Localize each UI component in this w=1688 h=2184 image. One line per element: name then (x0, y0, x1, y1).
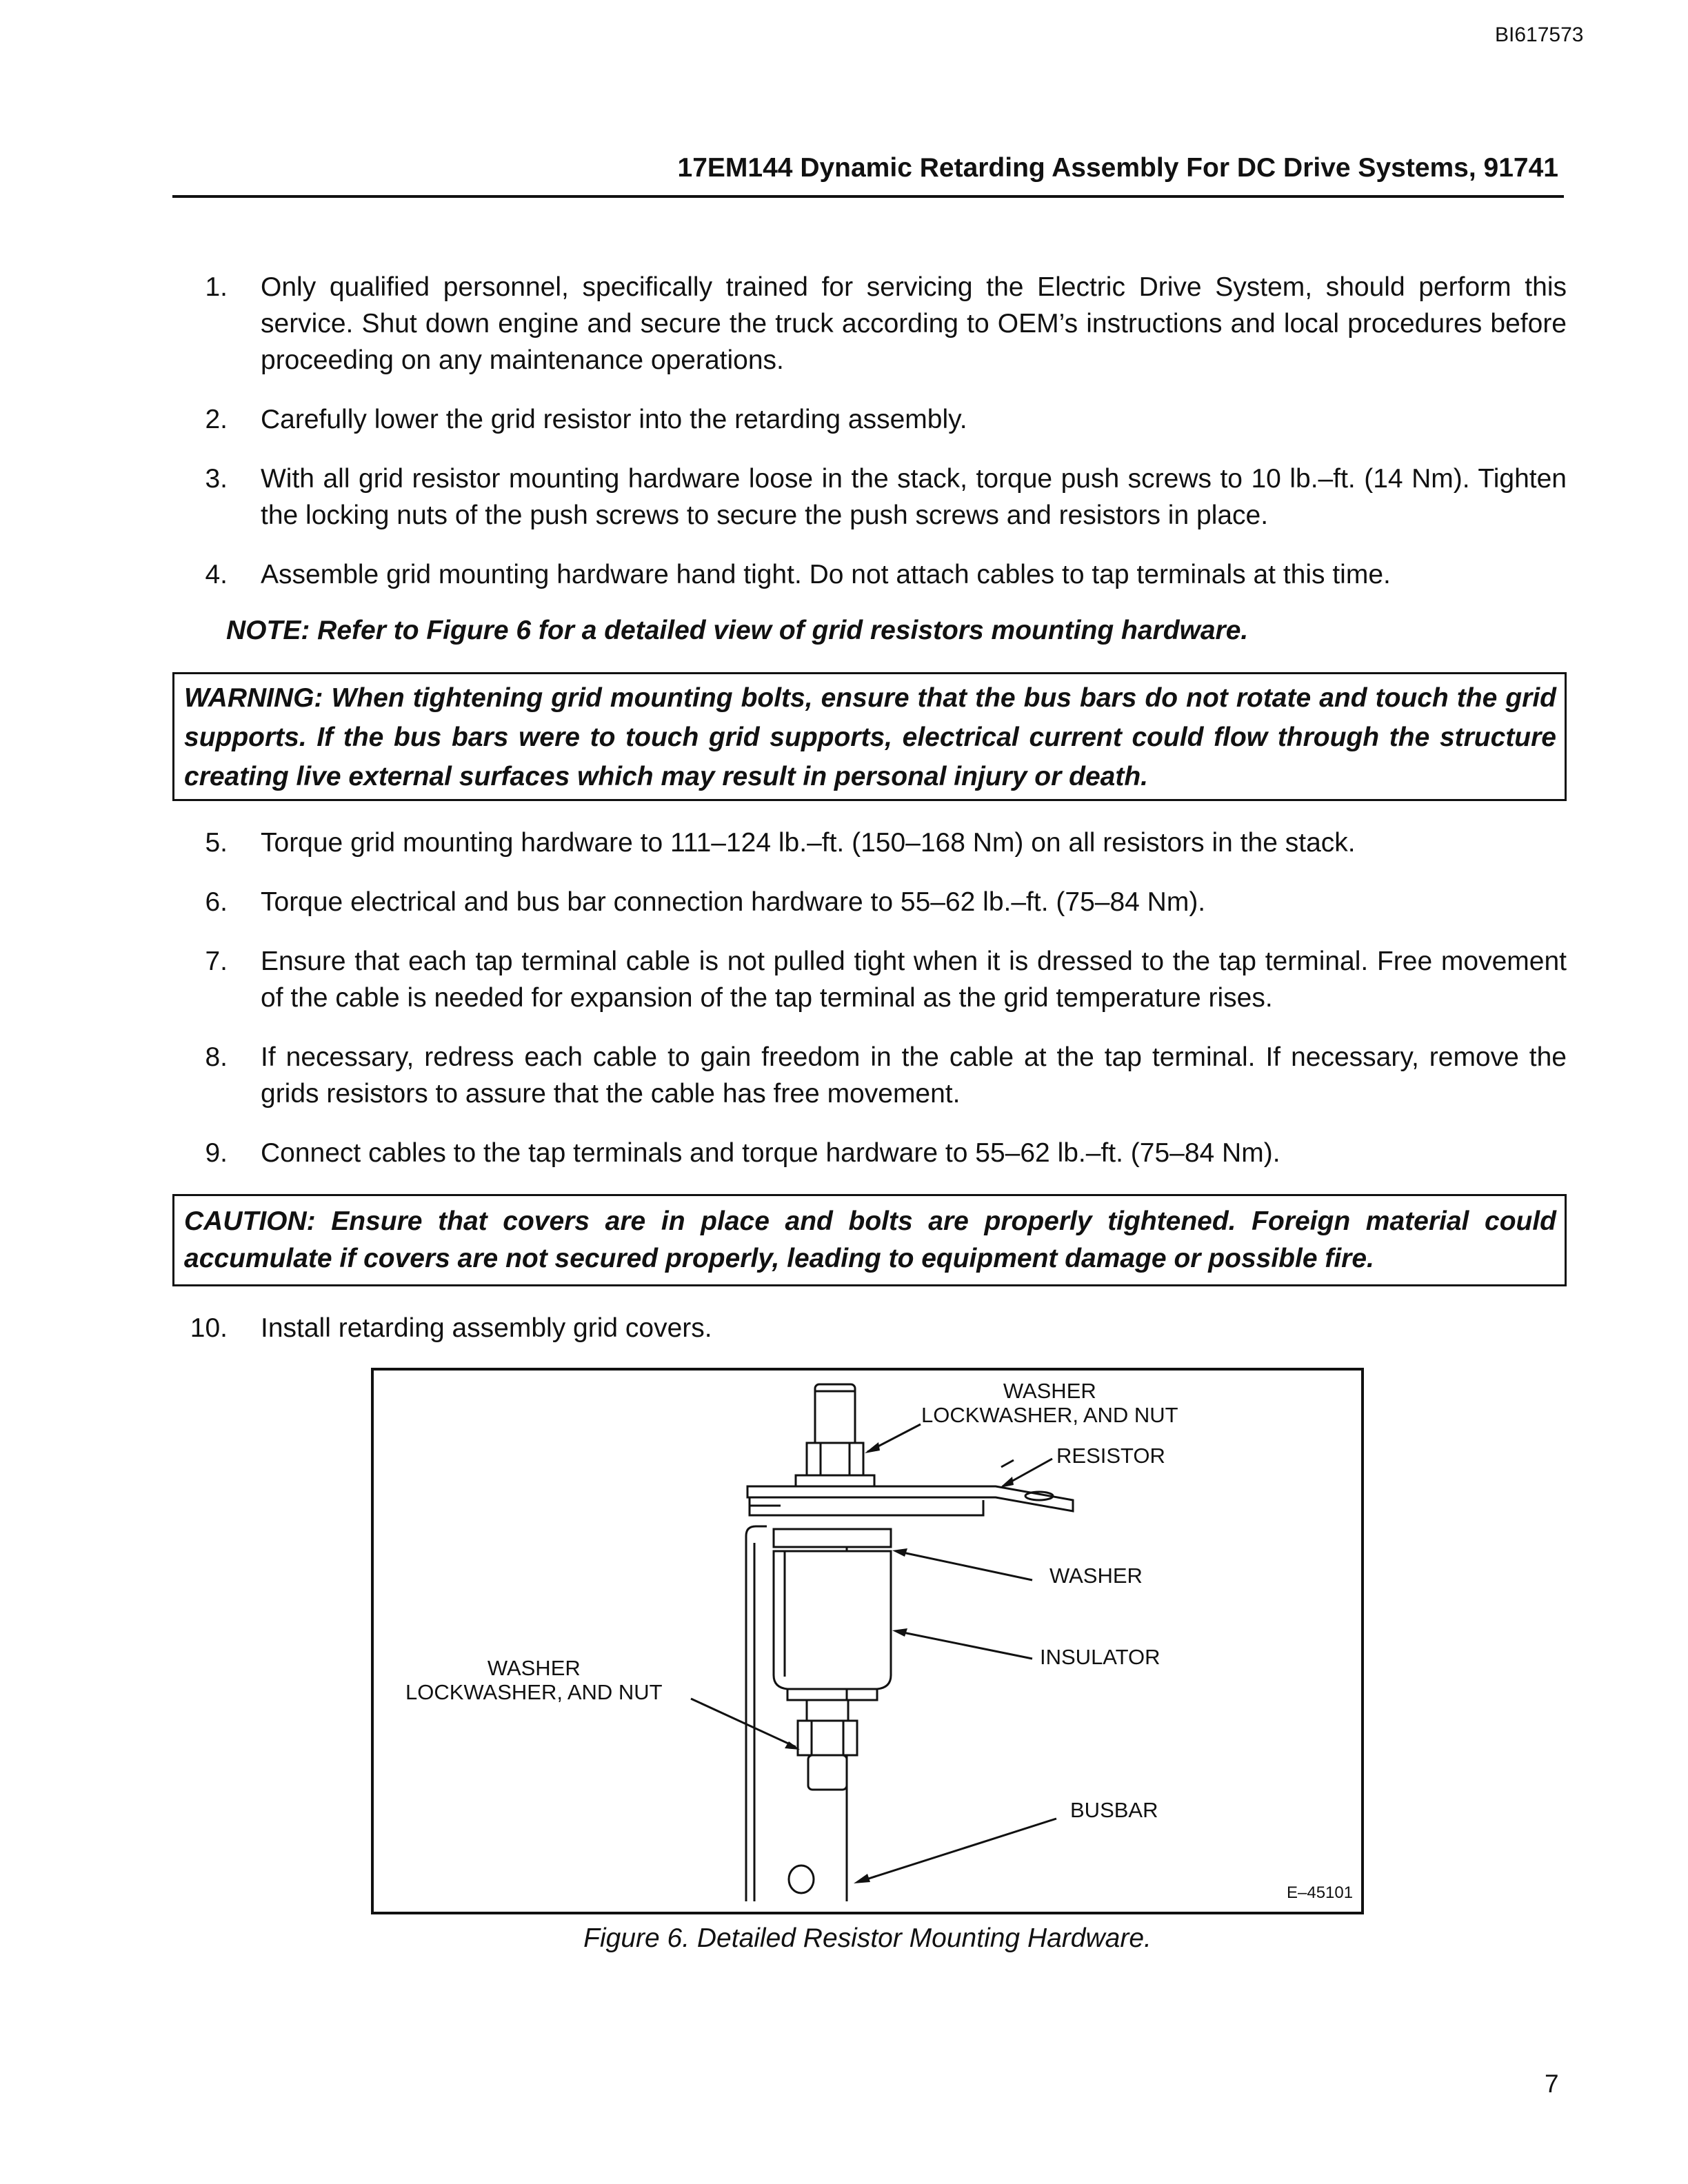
step-number: 2. (205, 405, 228, 434)
step-number: 9. (205, 1138, 228, 1168)
procedure-step (172, 1039, 1567, 1112)
step-text: With all grid resistor mounting hardware loose in the stack, torque push screws to 10 lb.–ft. (14 Nm). Tighten the locking nuts of the push screws to secure the push screws and resistors in place. (261, 464, 1567, 530)
procedure-step (172, 269, 1567, 378)
procedure-step (172, 825, 1567, 861)
caution-box: CAUTION: Ensure that covers are in place and bolts are properly tightened. Foreign material could accumulate if covers are not secured properly, leading to equipment damage or possible fire. (172, 1194, 1567, 1286)
procedure-steps-part3 (172, 1310, 1567, 1346)
step-text: Install retarding assembly grid covers. (261, 1313, 712, 1343)
step-text: Torque electrical and bus bar connection hardware to 55–62 lb.–ft. (75–84 Nm). (261, 887, 1206, 917)
step-number: 8. (205, 1042, 228, 1072)
step-number: 4. (205, 560, 228, 589)
mounting-hardware-drawing (374, 1371, 1361, 1912)
step-number: 7. (205, 947, 228, 976)
step-number: 10. (190, 1313, 228, 1343)
procedure-step (172, 556, 1567, 593)
step-number: 6. (205, 887, 228, 917)
header-divider (172, 195, 1564, 198)
document-id: BI617573 (1495, 23, 1584, 46)
label-washer: WASHER (1049, 1564, 1143, 1588)
figure-6-resistor-mounting (371, 1368, 1364, 1914)
step-number: 3. (205, 464, 228, 494)
step-text: Assemble grid mounting hardware hand tight. Do not attach cables to tap terminals at this time. (261, 560, 1391, 589)
procedure-steps-part1 (172, 269, 1567, 593)
step-text: Connect cables to the tap terminals and torque hardware to 55–62 lb.–ft. (75–84 Nm). (261, 1138, 1280, 1168)
step-text: Only qualified personnel, specifically trained for servicing the Electric Drive System, should perform this service. Shut down engine and secure the truck according to OEM’s instructions and local procedures before proceeding on any maintenance operations. (261, 272, 1567, 375)
step-text: If necessary, redress each cable to gain freedom in the cable at the tap terminal. If necessary, remove the grids resistors to assure that the cable has free movement. (261, 1042, 1567, 1109)
page-number: 7 (1545, 2070, 1559, 2098)
step-text: Carefully lower the grid resistor into the retarding assembly. (261, 405, 967, 434)
procedure-step (172, 461, 1567, 534)
procedure-step (172, 1135, 1567, 1171)
procedure-step (172, 1310, 1567, 1346)
procedure-step (172, 884, 1567, 920)
label-resistor: RESISTOR (1056, 1444, 1165, 1468)
step-number: 5. (205, 828, 228, 858)
figure-code: E–45101 (1287, 1883, 1354, 1902)
label-busbar: BUSBAR (1070, 1798, 1158, 1822)
step-text: Torque grid mounting hardware to 111–124 lb.–ft. (150–168 Nm) on all resistors in the stack. (261, 828, 1356, 858)
warning-box: WARNING: When tightening grid mounting bolts, ensure that the bus bars do not rotate and touch the grid supports. If the bus bars were to touch grid supports, electrical current could flow through the structure creating live external surfaces which may result in personal injury or death. (172, 672, 1567, 801)
procedure-step (172, 401, 1567, 438)
label-washer-left-line1: WASHER (487, 1656, 581, 1680)
step-text: Ensure that each tap terminal cable is not pulled tight when it is dressed to the tap terminal. Free movement of the cable is needed for expansion of the tap terminal as the grid temperature rises. (261, 947, 1567, 1013)
label-insulator: INSULATOR (1040, 1645, 1160, 1669)
label-washer-lockwasher-nut-top (921, 1379, 1178, 1427)
step-number: 1. (205, 272, 228, 302)
note-text: NOTE: Refer to Figure 6 for a detailed view of grid resistors mounting hardware. (226, 616, 1249, 645)
figure-caption: Figure 6. Detailed Resistor Mounting Hardware. (583, 1923, 1152, 1953)
label-washer-left-line2: LOCKWASHER, AND NUT (405, 1680, 663, 1704)
page-header-title: 17EM144 Dynamic Retarding Assembly For DC Drive Systems, 91741 (677, 153, 1558, 183)
procedure-step (172, 943, 1567, 1016)
procedure-content (172, 269, 1567, 1369)
label-washer-lockwasher-nut-left (405, 1656, 663, 1704)
procedure-steps-part2 (172, 825, 1567, 1171)
label-washer-top-line1: WASHER (1003, 1379, 1096, 1403)
label-washer-top-line2: LOCKWASHER, AND NUT (921, 1403, 1178, 1427)
